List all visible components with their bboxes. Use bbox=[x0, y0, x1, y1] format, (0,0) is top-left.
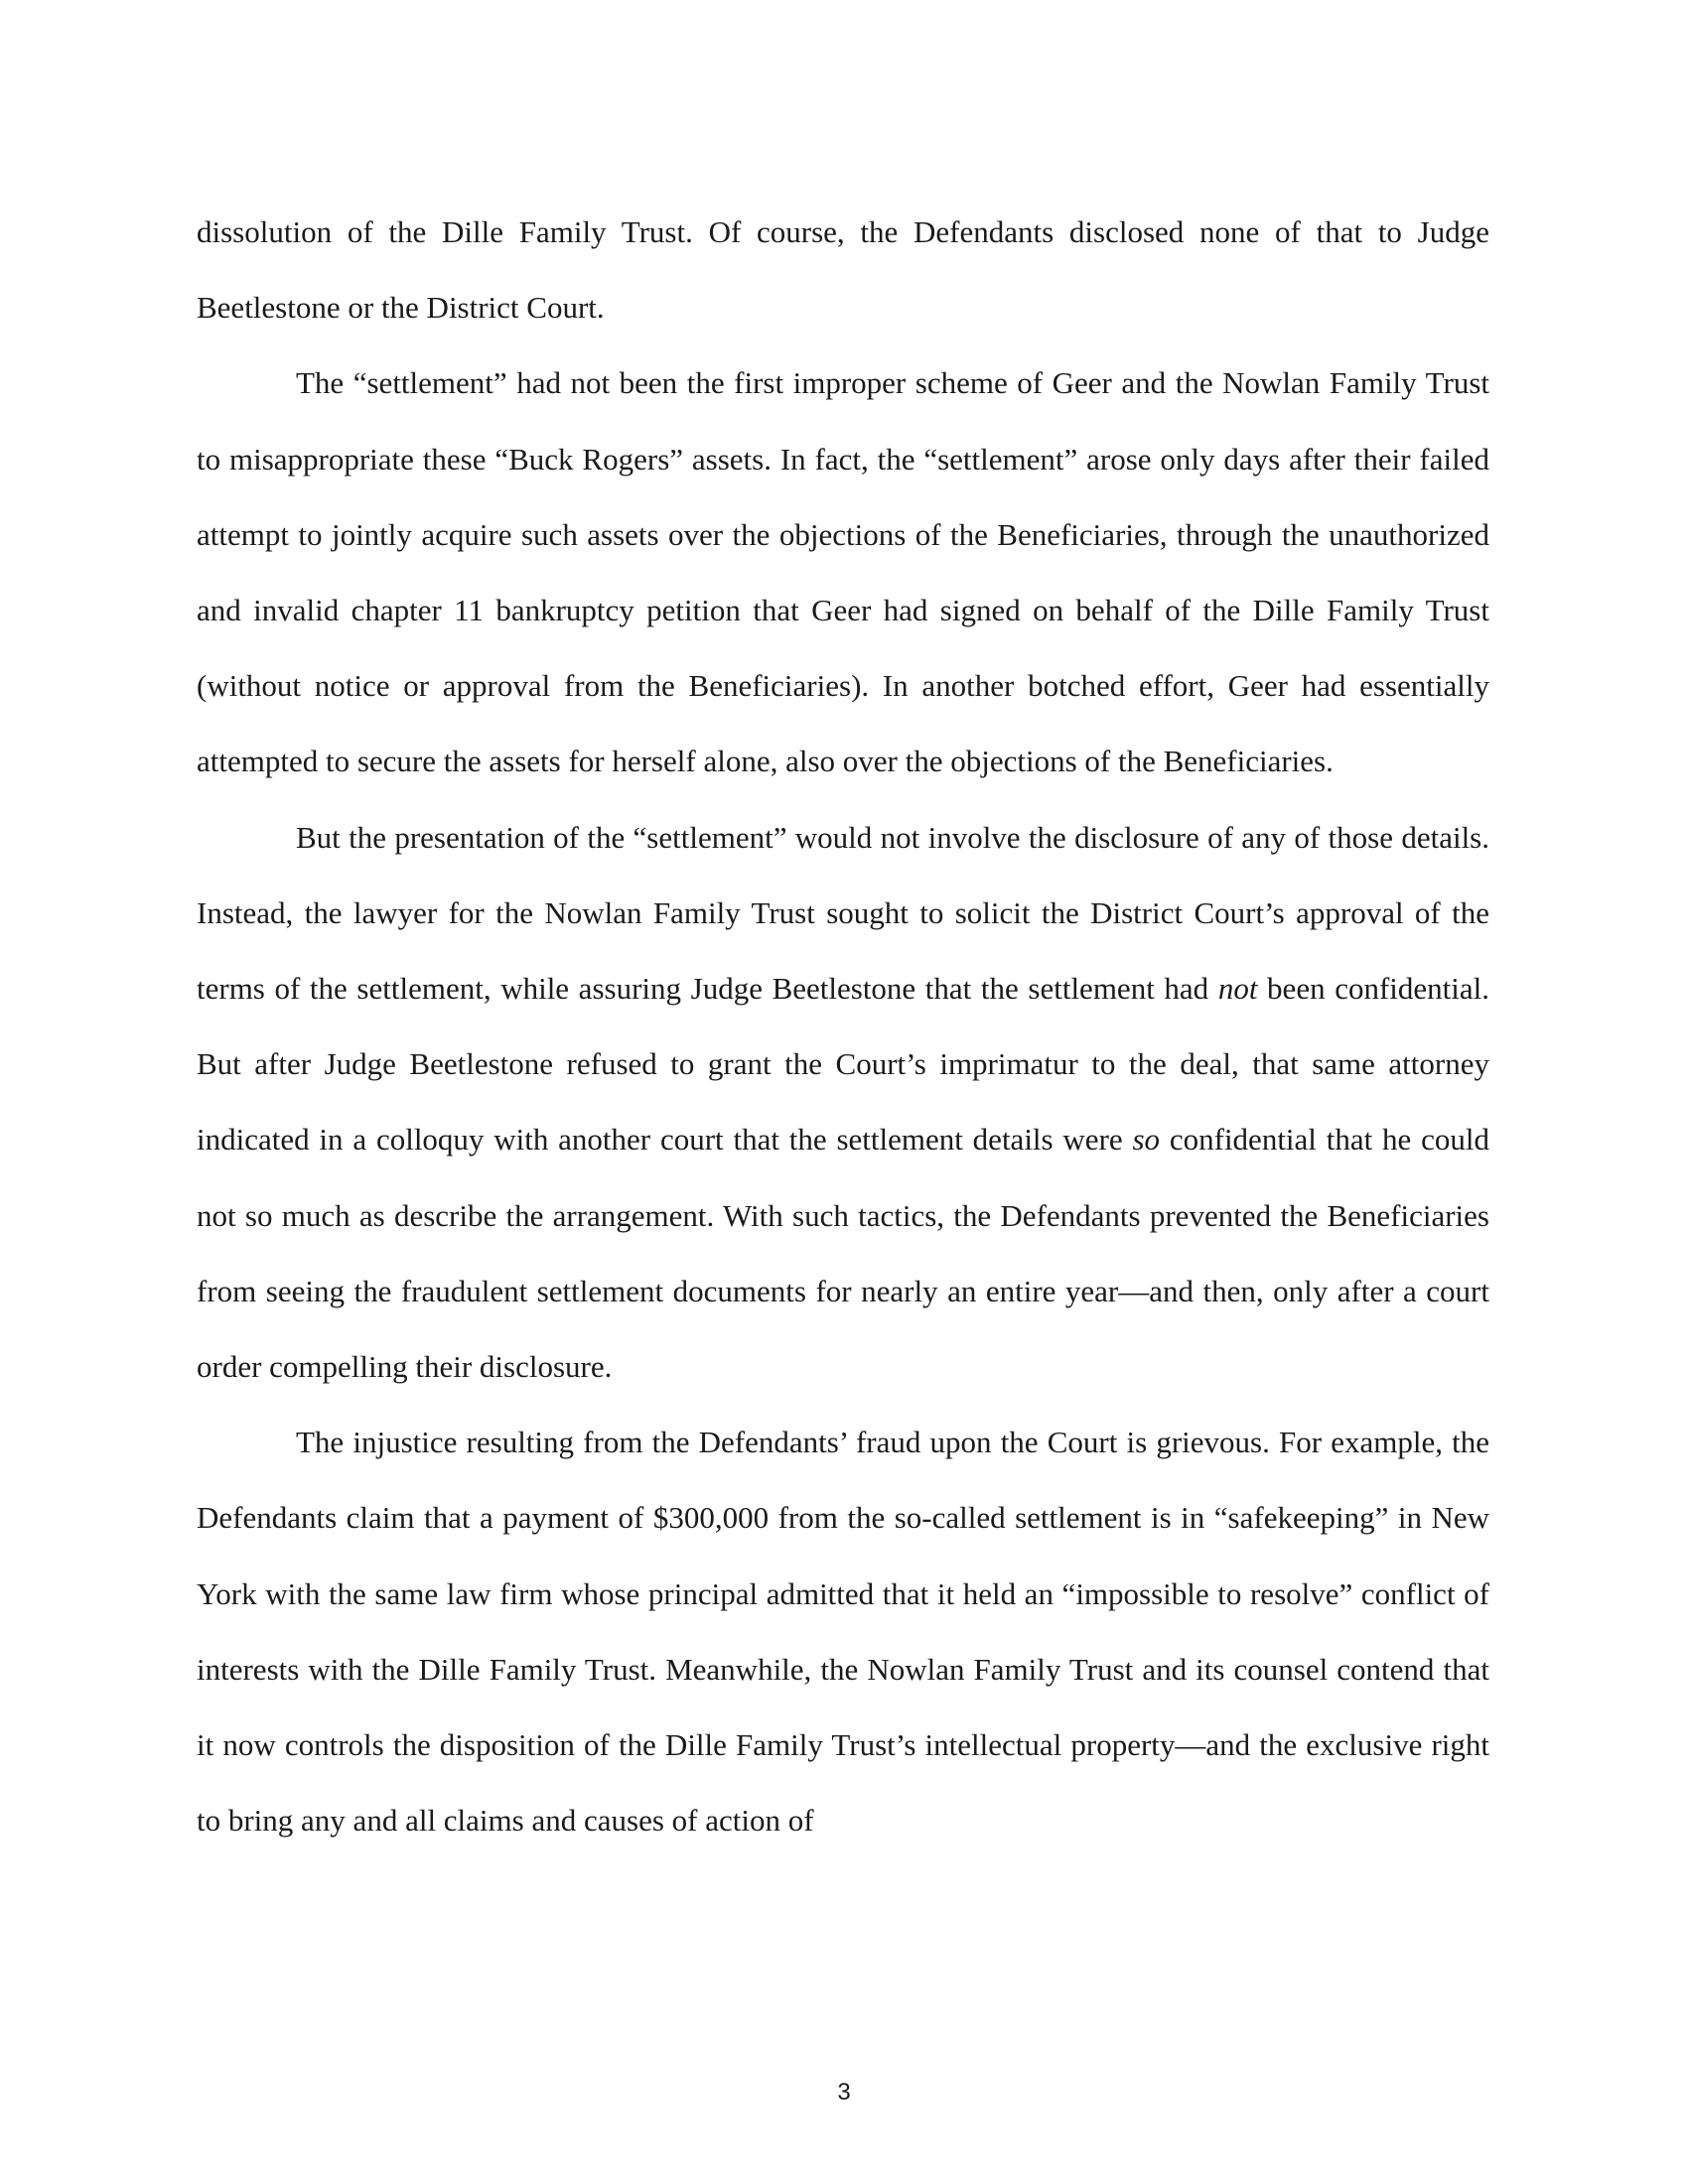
paragraph-4 bbox=[197, 1405, 1489, 1858]
text-run: The injustice resulting from the Defendants’ fraud upon the Court is grievous. For example, the Defendants claim that a payment of $300,000 from the so-called settlement is in “safekeeping” in New York with the same law firm whose principal admitted that it held an “impossible to resolve” conflict of interests with the Dille Family Trust. Meanwhile, the Nowlan Family Trust and its counsel contend that it now controls the disposition of the Dille Family Trust’s intellectual property—and the exclusive right to bring any and all claims and causes of action of bbox=[197, 1425, 1489, 1839]
text-run: The “settlement” had not been the first improper scheme of Geer and the Nowlan Family Trust to misappropriate these “Buck Rogers” assets. In fact, the “settlement” arose only days after their failed attempt to jointly acquire such assets over the objections of the Beneficiaries, through the unauthorized and invalid chapter 11 bankruptcy petition that Geer had signed on behalf of the Dille Family Trust (without notice or approval from the Beneficiaries). In another botched effort, Geer had essentially attempted to secure the assets for herself alone, also over the objections of the Beneficiaries. bbox=[197, 365, 1489, 779]
paragraph-1 bbox=[197, 195, 1489, 345]
paragraph-2 bbox=[197, 345, 1489, 799]
text-run: been confidential. But after Judge Beetlestone refused to grant the Court’s imprimatur to the deal, that same attorney indicated in a colloquy with another court that the settlement details were bbox=[197, 971, 1489, 1158]
italic-emphasis: so bbox=[1132, 1122, 1161, 1158]
text-run: But the presentation of the “settlement” would not involve the disclosure of any of those details. Instead, the lawyer for the Nowlan Family Trust sought to solicit the District Court’s approval of the terms of the settlement, while assuring Judge Beetlestone that the settlement had bbox=[197, 819, 1489, 1007]
italic-emphasis: not bbox=[1217, 971, 1258, 1007]
paragraph-3 bbox=[197, 800, 1489, 1406]
text-run: dissolution of the Dille Family Trust. Of course, the Defendants disclosed none of that to Judge Beetlestone or the District Court. bbox=[197, 214, 1489, 326]
document-body bbox=[197, 195, 1489, 1858]
page-number: 3 bbox=[837, 2079, 851, 2106]
text-run: confidential that he could not so much as describe the arrangement. With such tactics, the Defendants prevented the Beneficiaries from seeing the fraudulent settlement documents for nearly an entire year—and then, only after a court order compelling their disclosure. bbox=[197, 1122, 1489, 1385]
